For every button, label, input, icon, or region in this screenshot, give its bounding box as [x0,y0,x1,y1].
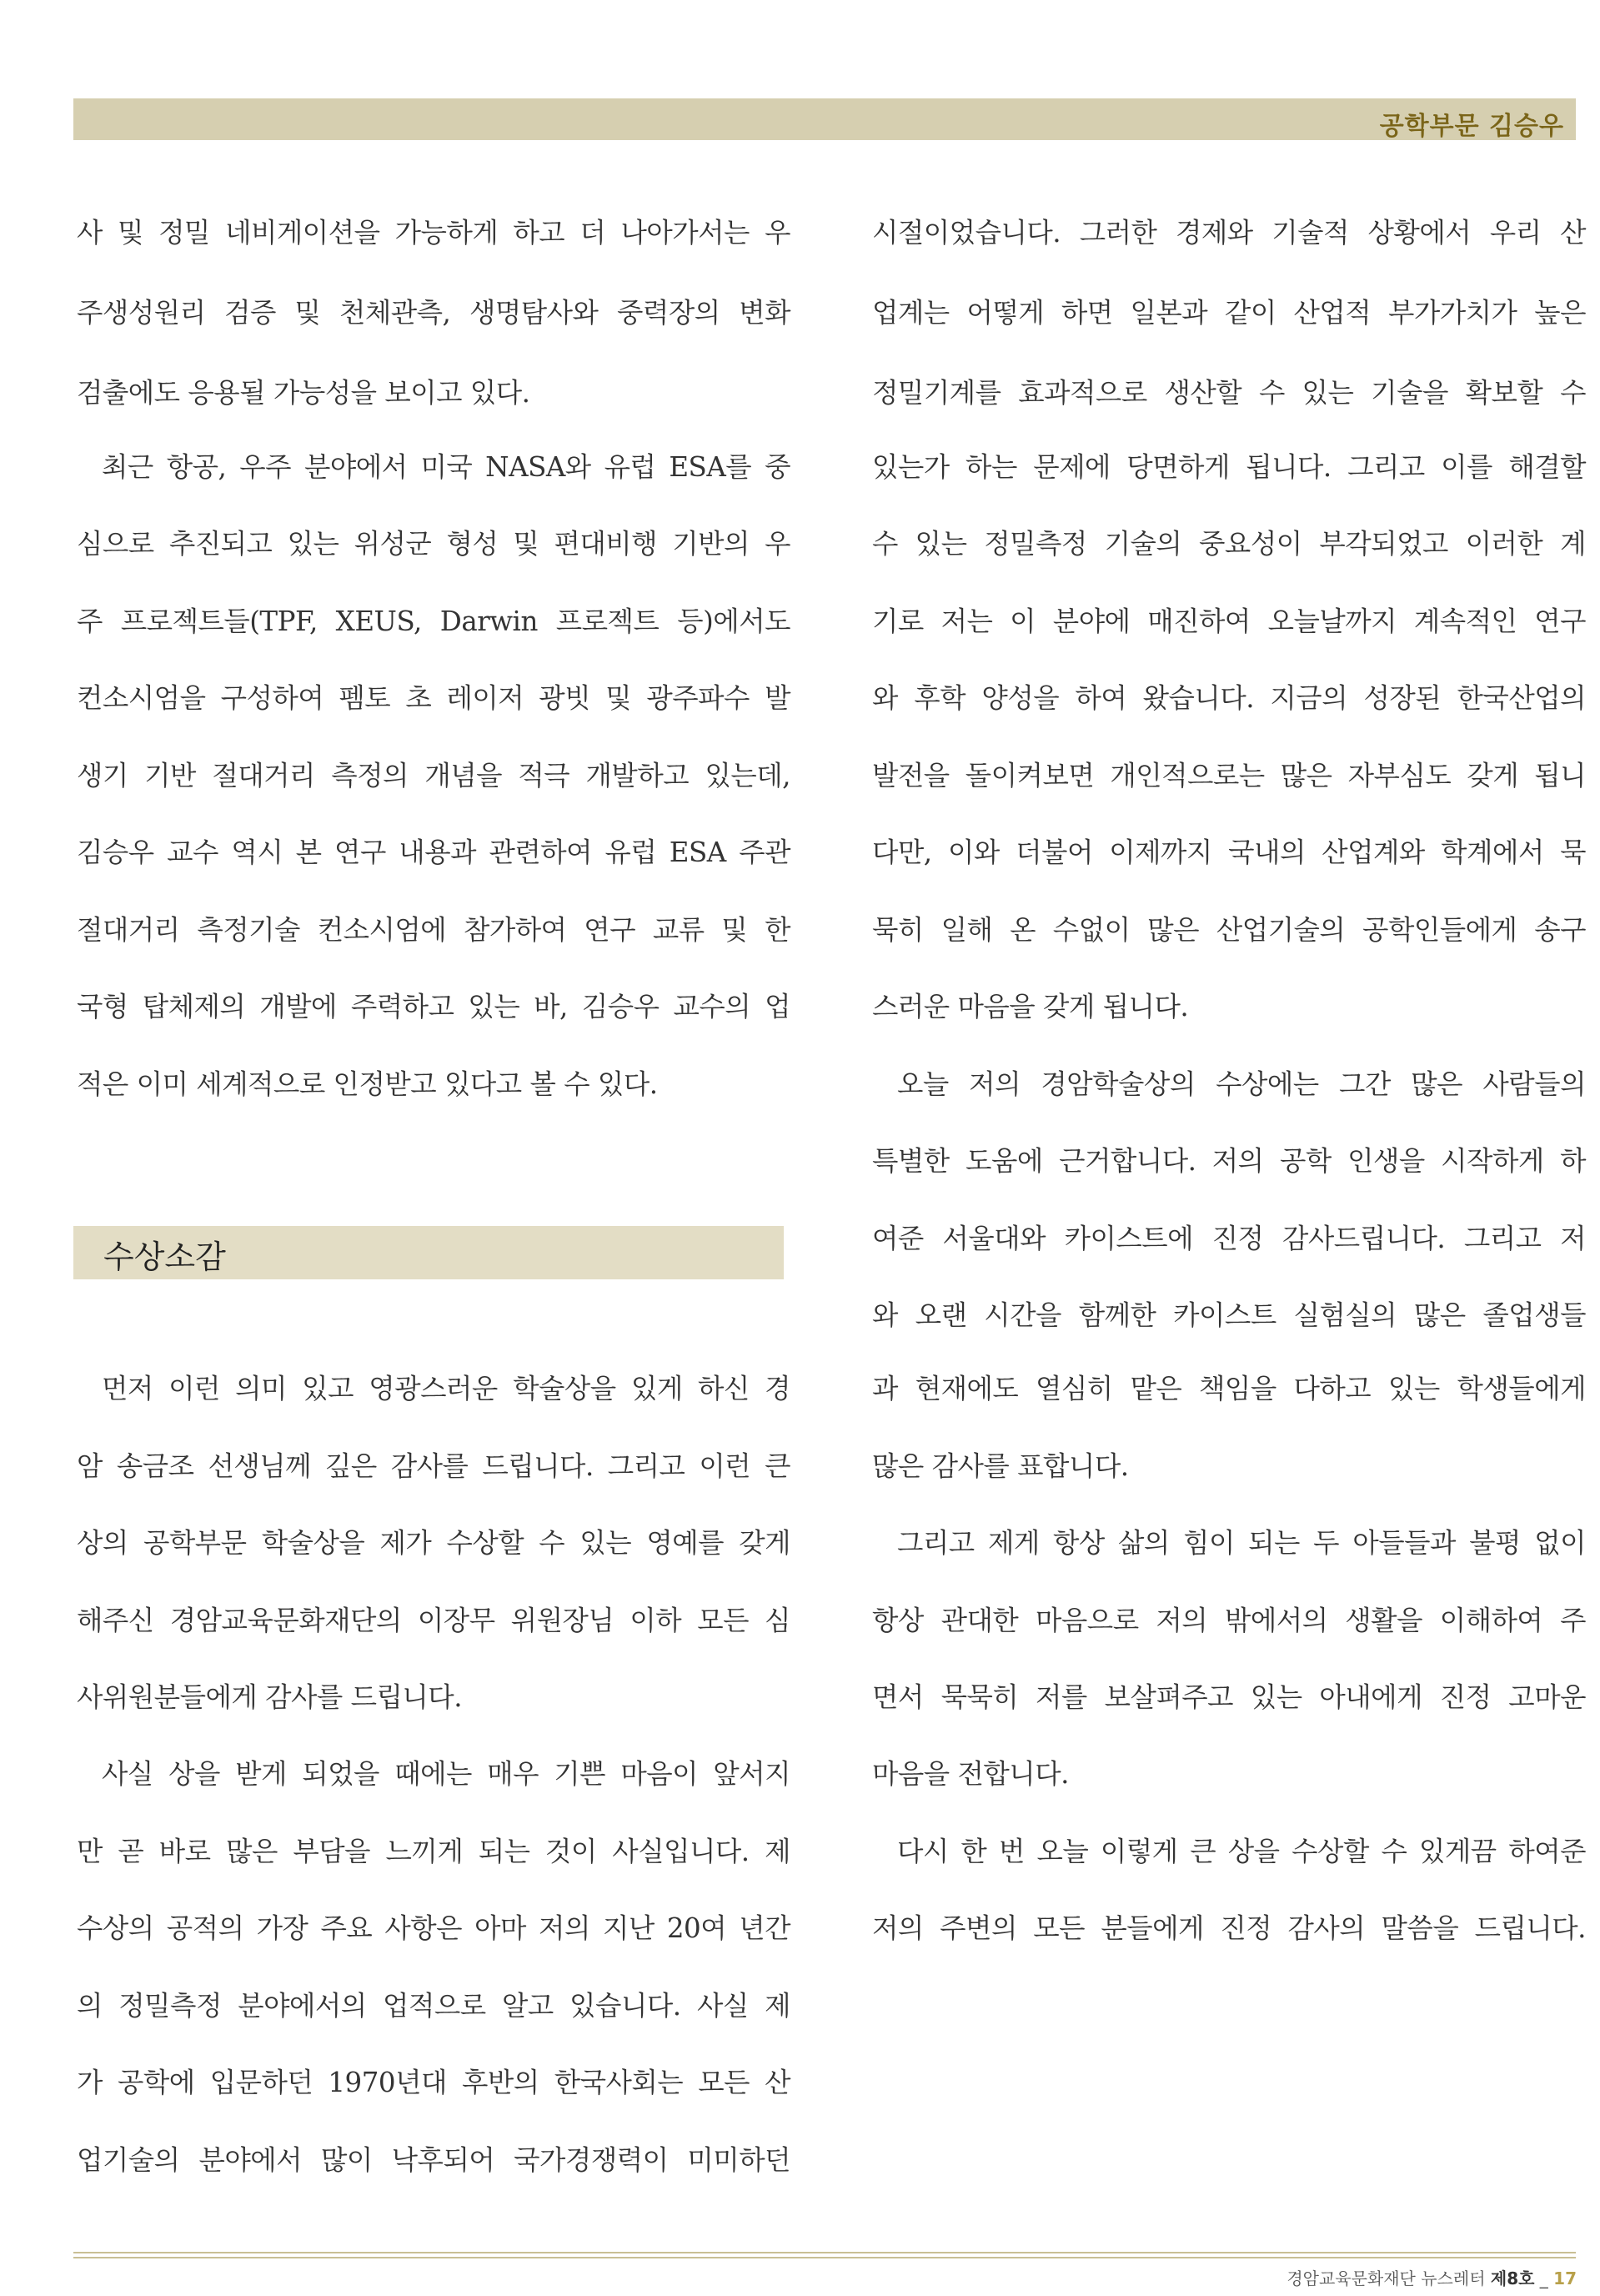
footer-rule [73,2252,1576,2253]
text-line: 만 곧 바로 많은 부담을 느끼게 되는 것이 사실입니다. 제 [77,1836,790,1867]
header-bar [73,98,1576,140]
text-line: 심으로 추진되고 있는 위성군 형성 및 편대비행 기반의 우 [77,528,790,560]
footer-publication: 경암교육문화재단 뉴스레터 [1287,2268,1486,2288]
text-line: 해주신 경암교육문화재단의 이장무 위원장님 이하 모든 심 [77,1605,790,1636]
text-line: 특별한 도움에 근거합니다. 저의 공학 인생을 시작하게 하 [872,1145,1586,1177]
text-line: 그리고 제게 항상 삶의 힘이 되는 두 아들들과 불평 없이 [897,1527,1586,1559]
footer-rule [73,2257,1576,2258]
text-line: 사위원분들에게 감사를 드립니다. [77,1681,463,1713]
text-line: 절대거리 측정기술 컨소시엄에 참가하여 연구 교류 및 한 [77,914,790,946]
text-line: 생기 기반 절대거리 측정의 개념을 적극 개발하고 있는데, [77,760,790,791]
text-line: 여준 서울대와 카이스트에 진정 감사드립니다. 그리고 저 [872,1223,1586,1254]
text-line: 최근 항공, 우주 분야에서 미국 NASA와 유럽 ESA를 중 [102,451,790,483]
text-line: 암 송금조 선생님께 깊은 감사를 드립니다. 그리고 이런 큰 [77,1450,790,1482]
text-line: 기로 저는 이 분야에 매진하여 오늘날까지 계속적인 연구 [872,605,1586,637]
text-line: 오늘 저의 경암학술상의 수상에는 그간 많은 사람들의 [897,1068,1586,1100]
text-line: 업계는 어떻게 하면 일본과 같이 산업적 부가가치가 높은 [872,297,1586,329]
text-line: 검출에도 응용될 가능성을 보이고 있다. [77,377,530,409]
section-heading-title: 수상소감 [103,1238,226,1275]
text-line: 정밀기계를 효과적으로 생산할 수 있는 기술을 확보할 수 [872,377,1586,409]
text-line: 마음을 전합니다. [872,1758,1069,1790]
text-line: 사실 상을 받게 되었을 때에는 매우 기쁜 마음이 앞서지 [102,1758,790,1790]
text-line: 컨소시엄을 구성하여 펨토 초 레이저 광빗 및 광주파수 발 [77,682,790,714]
text-line: 다만, 이와 더불어 이제까지 국내의 산업계와 학계에서 묵 [872,837,1586,868]
text-line: 의 정밀측정 분야에서의 업적으로 알고 있습니다. 사실 제 [77,1990,790,2022]
text-line: 국형 탑체제의 개발에 주력하고 있는 바, 김승우 교수의 업 [77,991,790,1022]
text-line: 주생성원리 검증 및 천체관측, 생명탐사와 중력장의 변화 [77,297,790,329]
text-line: 사 및 정밀 네비게이션을 가능하게 하고 더 나아가서는 우 [77,217,790,249]
page-number: 17 [1553,2268,1577,2288]
text-line: 항상 관대한 마음으로 저의 밖에서의 생활을 이해하여 주 [872,1605,1586,1636]
text-line: 과 현재에도 열심히 맡은 책임을 다하고 있는 학생들에게 [872,1373,1586,1404]
footer-separator: _ [1539,2268,1548,2288]
text-line: 수상의 공적의 가장 주요 사항은 아마 저의 지난 20여 년간 [77,1912,790,1944]
page-footer [1287,2265,1577,2289]
text-line: 시절이었습니다. 그러한 경제와 기술적 상황에서 우리 산 [872,217,1586,249]
text-line: 수 있는 정밀측정 기술의 중요성이 부각되었고 이러한 계 [872,528,1586,560]
header-label: 공학부문 김승우 [1379,112,1564,141]
footer-issue: 제8호 [1490,2268,1535,2288]
text-line: 적은 이미 세계적으로 인정받고 있다고 볼 수 있다. [77,1068,658,1100]
text-line: 와 오랜 시간을 함께한 카이스트 실험실의 많은 졸업생들 [872,1299,1586,1331]
text-line: 있는가 하는 문제에 당면하게 됩니다. 그리고 이를 해결할 [872,451,1586,483]
text-line: 면서 묵묵히 저를 보살펴주고 있는 아내에게 진정 고마운 [872,1681,1586,1713]
text-line: 저의 주변의 모든 분들에게 진정 감사의 말씀을 드립니다. [872,1912,1586,1944]
text-line: 와 후학 양성을 하여 왔습니다. 지금의 성장된 한국산업의 [872,682,1586,714]
text-line: 먼저 이런 의미 있고 영광스러운 학술상을 있게 하신 경 [102,1373,790,1404]
text-line: 김승우 교수 역시 본 연구 내용과 관련하여 유럽 ESA 주관 [77,837,790,868]
section-heading [73,1226,784,1279]
text-line: 업기술의 분야에서 많이 낙후되어 국가경쟁력이 미미하던 [77,2144,790,2176]
text-line: 발전을 돌이켜보면 개인적으로는 많은 자부심도 갖게 됩니 [872,760,1586,791]
text-line: 묵히 일해 온 수없이 많은 산업기술의 공학인들에게 송구 [872,914,1586,946]
text-line: 가 공학에 입문하던 1970년대 후반의 한국사회는 모든 산 [77,2067,790,2098]
text-line: 많은 감사를 표합니다. [872,1450,1129,1482]
text-line: 스러운 마음을 갖게 됩니다. [872,991,1189,1022]
text-line: 다시 한 번 오늘 이렇게 큰 상을 수상할 수 있게끔 하여준 [897,1836,1586,1867]
text-line: 상의 공학부문 학술상을 제가 수상할 수 있는 영예를 갖게 [77,1527,790,1559]
text-line: 주 프로젝트들(TPF, XEUS, Darwin 프로젝트 등)에서도 [77,605,790,637]
